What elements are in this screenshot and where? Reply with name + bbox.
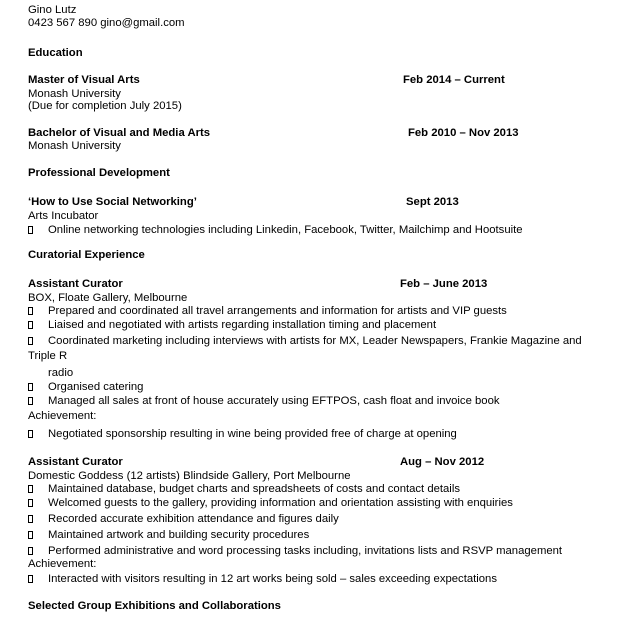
bullet-item xyxy=(28,319,33,332)
entry-date: Feb – June 2013 xyxy=(400,278,488,290)
achievement-label: Achievement: xyxy=(28,558,97,570)
entry-org: BOX, Floate Gallery, Melbourne xyxy=(28,292,188,304)
entry-title: Bachelor of Visual and Media Arts xyxy=(28,127,211,139)
achievement-label: Achievement: xyxy=(28,410,97,422)
bullet-icon xyxy=(28,226,33,234)
entry-org: Domestic Goddess (12 artists) Blindside Gallery, Port Melbourne xyxy=(28,470,351,482)
bullet-item xyxy=(28,305,33,318)
bullet-item xyxy=(28,224,33,237)
bullet-item xyxy=(28,428,33,441)
entry-title: Assistant Curator xyxy=(28,456,123,468)
entry-org: Monash University xyxy=(28,88,121,100)
bullet-icon xyxy=(28,531,33,539)
achievement-text: Negotiated sponsorship resulting in wine being provided free of charge at opening xyxy=(48,428,457,440)
bullet-text: Recorded accurate exhibition attendance and figures daily xyxy=(48,513,339,525)
bullet-text: Performed administrative and word processing tasks including, invitations lists and RSVP management xyxy=(48,545,563,557)
bullet-text: Coordinated marketing including interviews with artists for MX, Leader Newspapers, Frankie Magazine and xyxy=(48,335,582,347)
bullet-icon xyxy=(28,383,33,391)
bullet-text-wrap: Triple R xyxy=(28,350,68,362)
bullet-item xyxy=(28,497,33,510)
bullet-icon xyxy=(28,547,33,555)
entry-title: ‘How to Use Social Networking’ xyxy=(28,196,197,208)
bullet-item xyxy=(28,573,33,586)
bullet-text: Organised catering xyxy=(48,381,144,393)
bullet-text: Managed all sales at front of house accurately using EFTPOS, cash float and invoice book xyxy=(48,395,500,407)
bullet-icon xyxy=(28,321,33,329)
person-name: Gino Lutz xyxy=(28,4,77,16)
section-heading-professional-development: Professional Development xyxy=(28,167,170,179)
section-heading-curatorial: Curatorial Experience xyxy=(28,249,145,261)
bullet-text-wrap: radio xyxy=(48,367,74,379)
section-heading-education: Education xyxy=(28,47,83,59)
bullet-icon xyxy=(28,515,33,523)
entry-org: Arts Incubator xyxy=(28,210,99,222)
contact-line: 0423 567 890 gino@gmail.com xyxy=(28,17,185,29)
entry-note: (Due for completion July 2015) xyxy=(28,100,182,112)
bullet-icon xyxy=(28,499,33,507)
entry-org: Monash University xyxy=(28,140,121,152)
entry-title: Assistant Curator xyxy=(28,278,123,290)
bullet-text: Online networking technologies including Linkedin, Facebook, Twitter, Mailchimp and Hootsuite xyxy=(48,224,523,236)
bullet-text: Welcomed guests to the gallery, providing information and orientation assisting with enquiries xyxy=(48,497,513,509)
entry-date: Feb 2014 – Current xyxy=(403,74,505,86)
bullet-icon xyxy=(28,337,33,345)
entry-title: Master of Visual Arts xyxy=(28,74,140,86)
bullet-icon xyxy=(28,397,33,405)
section-heading-selected-exhibitions: Selected Group Exhibitions and Collaborations xyxy=(28,600,281,612)
bullet-text: Liaised and negotiated with artists regarding installation timing and placement xyxy=(48,319,437,331)
entry-date: Feb 2010 – Nov 2013 xyxy=(408,127,519,139)
bullet-item xyxy=(28,529,33,542)
entry-date: Aug – Nov 2012 xyxy=(400,456,485,468)
bullet-text: Maintained database, budget charts and spreadsheets of costs and contact details xyxy=(48,483,460,495)
entry-date: Sept 2013 xyxy=(406,196,459,208)
bullet-text: Maintained artwork and building security procedures xyxy=(48,529,310,541)
bullet-text: Prepared and coordinated all travel arrangements and information for artists and VIP guests xyxy=(48,305,507,317)
achievement-text: Interacted with visitors resulting in 12 art works being sold – sales exceeding expectations xyxy=(48,573,497,585)
bullet-icon xyxy=(28,430,33,438)
bullet-icon xyxy=(28,485,33,493)
bullet-item xyxy=(28,545,33,558)
bullet-icon xyxy=(28,307,33,315)
bullet-icon xyxy=(28,575,33,583)
bullet-item xyxy=(28,513,33,526)
bullet-item xyxy=(28,395,33,408)
bullet-item xyxy=(28,335,33,348)
bullet-item xyxy=(28,381,33,394)
bullet-item xyxy=(28,483,33,496)
